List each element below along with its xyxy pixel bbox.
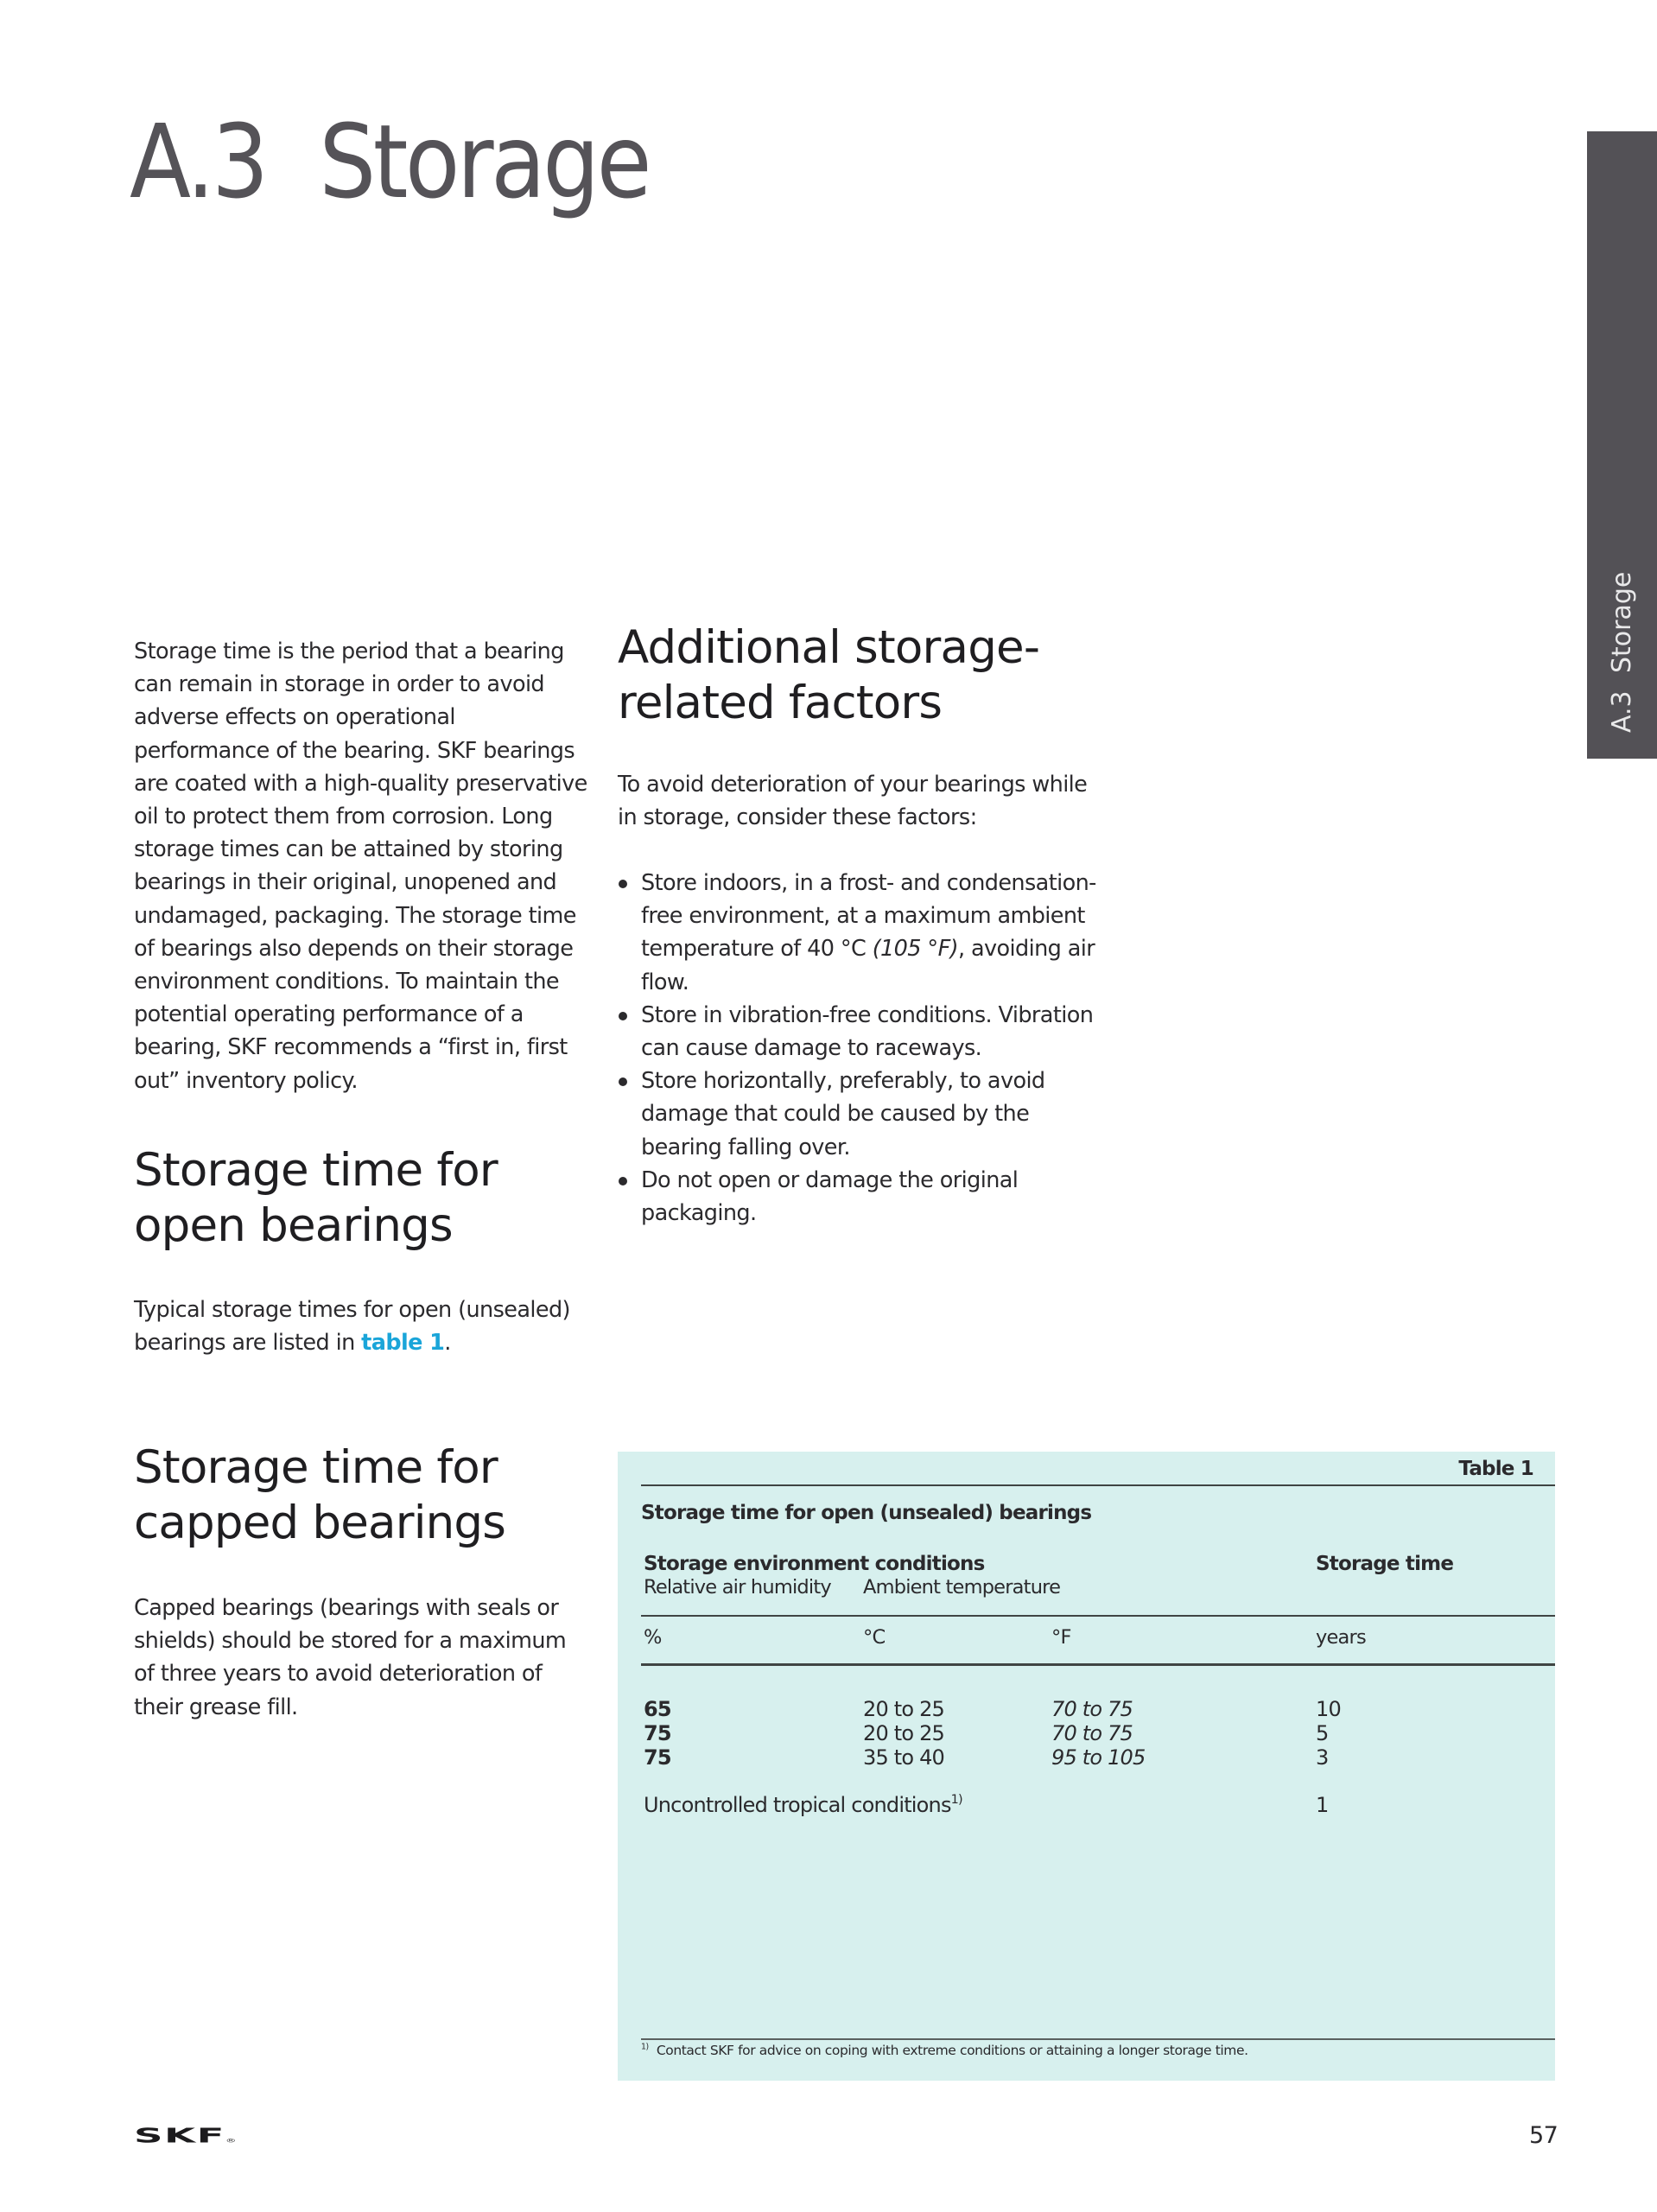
chapter-thumb-tab[interactable] bbox=[1587, 131, 1657, 759]
header-environment-conditions: Storage environment conditions bbox=[644, 1553, 985, 1575]
bullet-icon bbox=[619, 1077, 627, 1086]
page-number: 57 bbox=[1529, 2122, 1559, 2149]
open-bearings-text-end: . bbox=[444, 1330, 451, 1357]
cell-fahrenheit: 70 to 75 bbox=[1051, 1721, 1133, 1745]
bullet-icon bbox=[619, 1177, 627, 1185]
header-relative-humidity: Relative air humidity bbox=[644, 1576, 831, 1599]
unit-celsius: °C bbox=[863, 1626, 886, 1649]
factor-item bbox=[618, 1164, 1101, 1230]
footnote-text: Contact SKF for advice on coping with extreme conditions or attaining a longer storage time. bbox=[656, 2043, 1248, 2058]
bullet-icon bbox=[619, 1012, 627, 1020]
cell-years: 3 bbox=[1316, 1745, 1329, 1770]
header-ambient-temperature: Ambient temperature bbox=[863, 1576, 1061, 1599]
additional-factors-intro: To avoid deterioration of your bearings while in storage, consider these factors: bbox=[618, 772, 1088, 831]
thumb-tab-title: Storage bbox=[1607, 571, 1637, 674]
factor-text-italic: (105 °F) bbox=[872, 936, 958, 963]
header-storage-time: Storage time bbox=[1316, 1553, 1454, 1575]
table-1-link[interactable]: table 1 bbox=[361, 1330, 445, 1357]
cell-celsius: 20 to 25 bbox=[863, 1721, 945, 1745]
cell-years: 5 bbox=[1316, 1721, 1329, 1745]
cell-humidity: 75 bbox=[644, 1745, 671, 1770]
cell-humidity: 65 bbox=[644, 1697, 671, 1721]
unit-fahrenheit: °F bbox=[1051, 1626, 1071, 1649]
unit-years: years bbox=[1316, 1626, 1366, 1649]
chapter-number: A.3 bbox=[130, 102, 266, 221]
capped-bearings-paragraph: Capped bearings (bearings with seals or shields) should be stored for a maximum of three years to avoid deterioration of their grease fill. bbox=[134, 1595, 567, 1720]
skf-logo-text: SKF bbox=[134, 2124, 225, 2148]
factor-item bbox=[618, 999, 1101, 1065]
cell-fahrenheit: 95 to 105 bbox=[1051, 1745, 1146, 1770]
factor-text-end: , avoiding air flow. bbox=[641, 936, 1095, 995]
heading-capped-bearings: Storage time for capped bearings bbox=[134, 1441, 506, 1549]
header-rule bbox=[641, 1615, 1555, 1617]
tropical-label-text: Uncontrolled tropical conditions bbox=[644, 1793, 951, 1817]
registered-mark-icon: ® bbox=[225, 2138, 238, 2145]
cell-tropical-label bbox=[644, 1793, 962, 1817]
heading-open-bearings: Storage time for open bearings bbox=[134, 1144, 498, 1252]
factor-text: Store indoors, in a frost- and condensation-free environment, at a maximum ambient temperature of 40 °C bbox=[641, 870, 1096, 963]
table-footnote bbox=[641, 2043, 1248, 2058]
cell-humidity: 75 bbox=[644, 1721, 671, 1745]
skf-logo bbox=[134, 2126, 238, 2146]
table-label: Table 1 bbox=[1458, 1458, 1533, 1480]
factor-item bbox=[618, 867, 1101, 999]
units-rule bbox=[641, 1663, 1555, 1666]
open-bearings-paragraph bbox=[134, 1294, 592, 1359]
footnote-rule bbox=[641, 2038, 1555, 2040]
table-title: Storage time for open (unsealed) bearings bbox=[641, 1502, 1092, 1524]
footnote-marker: 1) bbox=[641, 2042, 649, 2052]
unit-humidity: % bbox=[644, 1626, 662, 1649]
footnote-ref: 1) bbox=[950, 1792, 962, 1807]
cell-fahrenheit: 70 to 75 bbox=[1051, 1697, 1133, 1721]
cell-celsius: 20 to 25 bbox=[863, 1697, 945, 1721]
cell-years: 10 bbox=[1316, 1697, 1341, 1721]
factor-text: Store horizontally, preferably, to avoid damage that could be caused by the bearing falling over. bbox=[641, 1068, 1045, 1160]
chapter-name: Storage bbox=[319, 102, 649, 221]
factor-item bbox=[618, 1065, 1101, 1164]
factor-text: Store in vibration-free conditions. Vibration can cause damage to raceways. bbox=[641, 1001, 1094, 1062]
factor-text: Do not open or damage the original packaging. bbox=[641, 1166, 1019, 1227]
thumb-tab-number: A.3 bbox=[1607, 690, 1637, 733]
open-bearings-text: Typical storage times for open (unsealed) bearings are listed in bbox=[134, 1297, 570, 1357]
heading-additional-factors: Additional storage-related factors bbox=[618, 621, 1040, 729]
chapter-title bbox=[130, 102, 649, 221]
table-top-rule bbox=[641, 1484, 1555, 1486]
bullet-icon bbox=[619, 880, 627, 888]
thumb-tab-label bbox=[1587, 572, 1657, 733]
intro-paragraph: Storage time is the period that a bearing can remain in storage in order to avoid adverse effects on operational performance of the bearing. SKF bearings are coated with a high-quality preservative oil to protect them from corrosion. Long storage times can be attained by storing bearings in their original, unopened and undamaged, packaging. The storage time of bearings also depends on their storage environment conditions. To maintain the potential operating performance of a bearing, SKF recommends a “first in, first out” inventory policy. bbox=[134, 639, 587, 1094]
cell-celsius: 35 to 40 bbox=[863, 1745, 945, 1770]
storage-time-table bbox=[618, 1452, 1555, 2081]
cell-years: 1 bbox=[1316, 1793, 1329, 1817]
factors-list bbox=[618, 867, 1101, 1230]
